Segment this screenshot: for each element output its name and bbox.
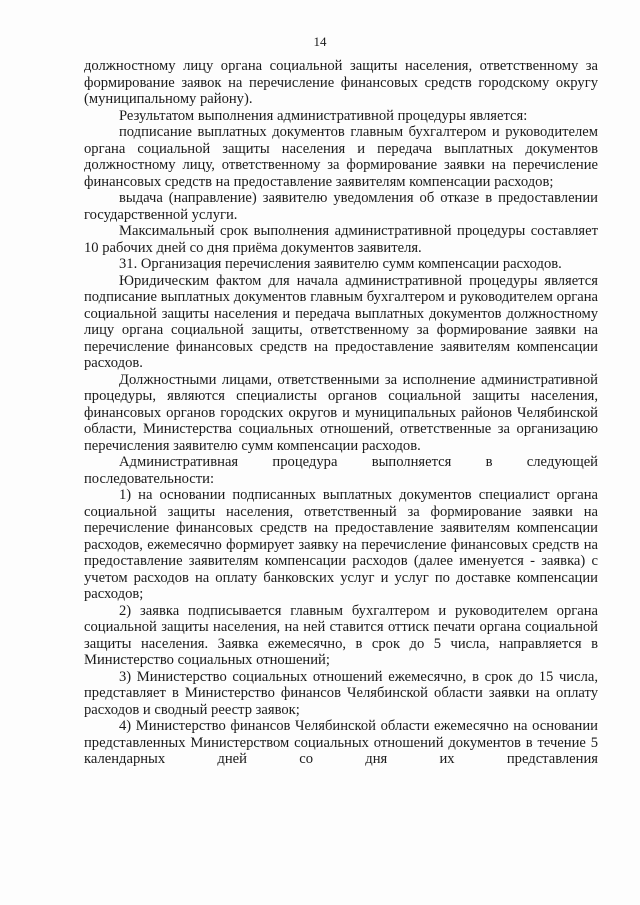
paragraph: Максимальный срок выполнения административной процедуры составляет 10 рабочих дней со дня приёма документов заявителя. bbox=[84, 223, 598, 256]
paragraph: Административная процедура выполняется в следующей последовательности: bbox=[84, 454, 598, 487]
paragraph: Должностными лицами, ответственными за исполнение административной процедуры, являются специалисты органов социальной защиты населения, финансовых органов городских округов и муниципальных районов Челябинской области, Министерства социальных отношений, ответственные за организацию перечисления заявителю сумм компенсации расходов. bbox=[84, 371, 598, 454]
paragraph: Результатом выполнения административной процедуры является: bbox=[119, 107, 528, 124]
list-item: 4) Министерство финансов Челябинской области ежемесячно на основании представленных Министерством социальных отношений документов в течение 5 календарных дней со дня их представления bbox=[84, 718, 598, 767]
page-number: 14 bbox=[313, 34, 327, 49]
paragraph: подписание выплатных документов главным бухгалтером и руководителем органа социальной защиты населения и передача выплатных документов должностному лицу, ответственному за формирование заявки на перечисление финансовых средств на предоставление заявителям компенсации расходов; bbox=[84, 124, 598, 190]
list-item: 3) Министерство социальных отношений ежемесячно, в срок до 15 числа, представляет в Министерство финансов Челябинской области заявки на оплату расходов и сводный реестр заявок; bbox=[84, 668, 598, 718]
list-item: 2) заявка подписывается главным бухгалтером и руководителем органа социальной защиты населения, на ней ставится оттиск печати органа социальной защиты населения. Заявка ежемесячно, в срок до 5 числа, направляется в Министерство социальных отношений; bbox=[84, 602, 598, 668]
document-body bbox=[84, 58, 598, 768]
paragraph: выдача (направление) заявителю уведомления об отказе в предоставлении государственной услуги. bbox=[84, 190, 598, 223]
list-item: 1) на основании подписанных выплатных документов специалист органа социальной защиты населения, ответственный за формирование заявки на перечисление финансовых средств на предоставление заявителям компенсации расходов, ежемесячно формирует заявку на перечисление финансовых средств на предоставление заявителям компенсации расходов (далее именуется - заявка) с учетом расходов на оплату банковских услуг и услуг по доставке компенсации расходов; bbox=[84, 487, 598, 602]
paragraph: Юридическим фактом для начала административной процедуры является подписание выплатных документов главным бухгалтером и руководителем органа социальной защиты населения и передача выплатных документов должностному лицу органа социальной защиты, ответственному за формирование заявки на перечисление финансовых средств на предоставление заявителям компенсации расходов. bbox=[84, 272, 598, 371]
paragraph: должностному лицу органа социальной защиты населения, ответственному за формирование заявок на перечисление финансовых средств городскому округу (муниципальному району). bbox=[84, 58, 598, 107]
paragraph: 31. Организация перечисления заявителю сумм компенсации расходов. bbox=[119, 256, 562, 272]
